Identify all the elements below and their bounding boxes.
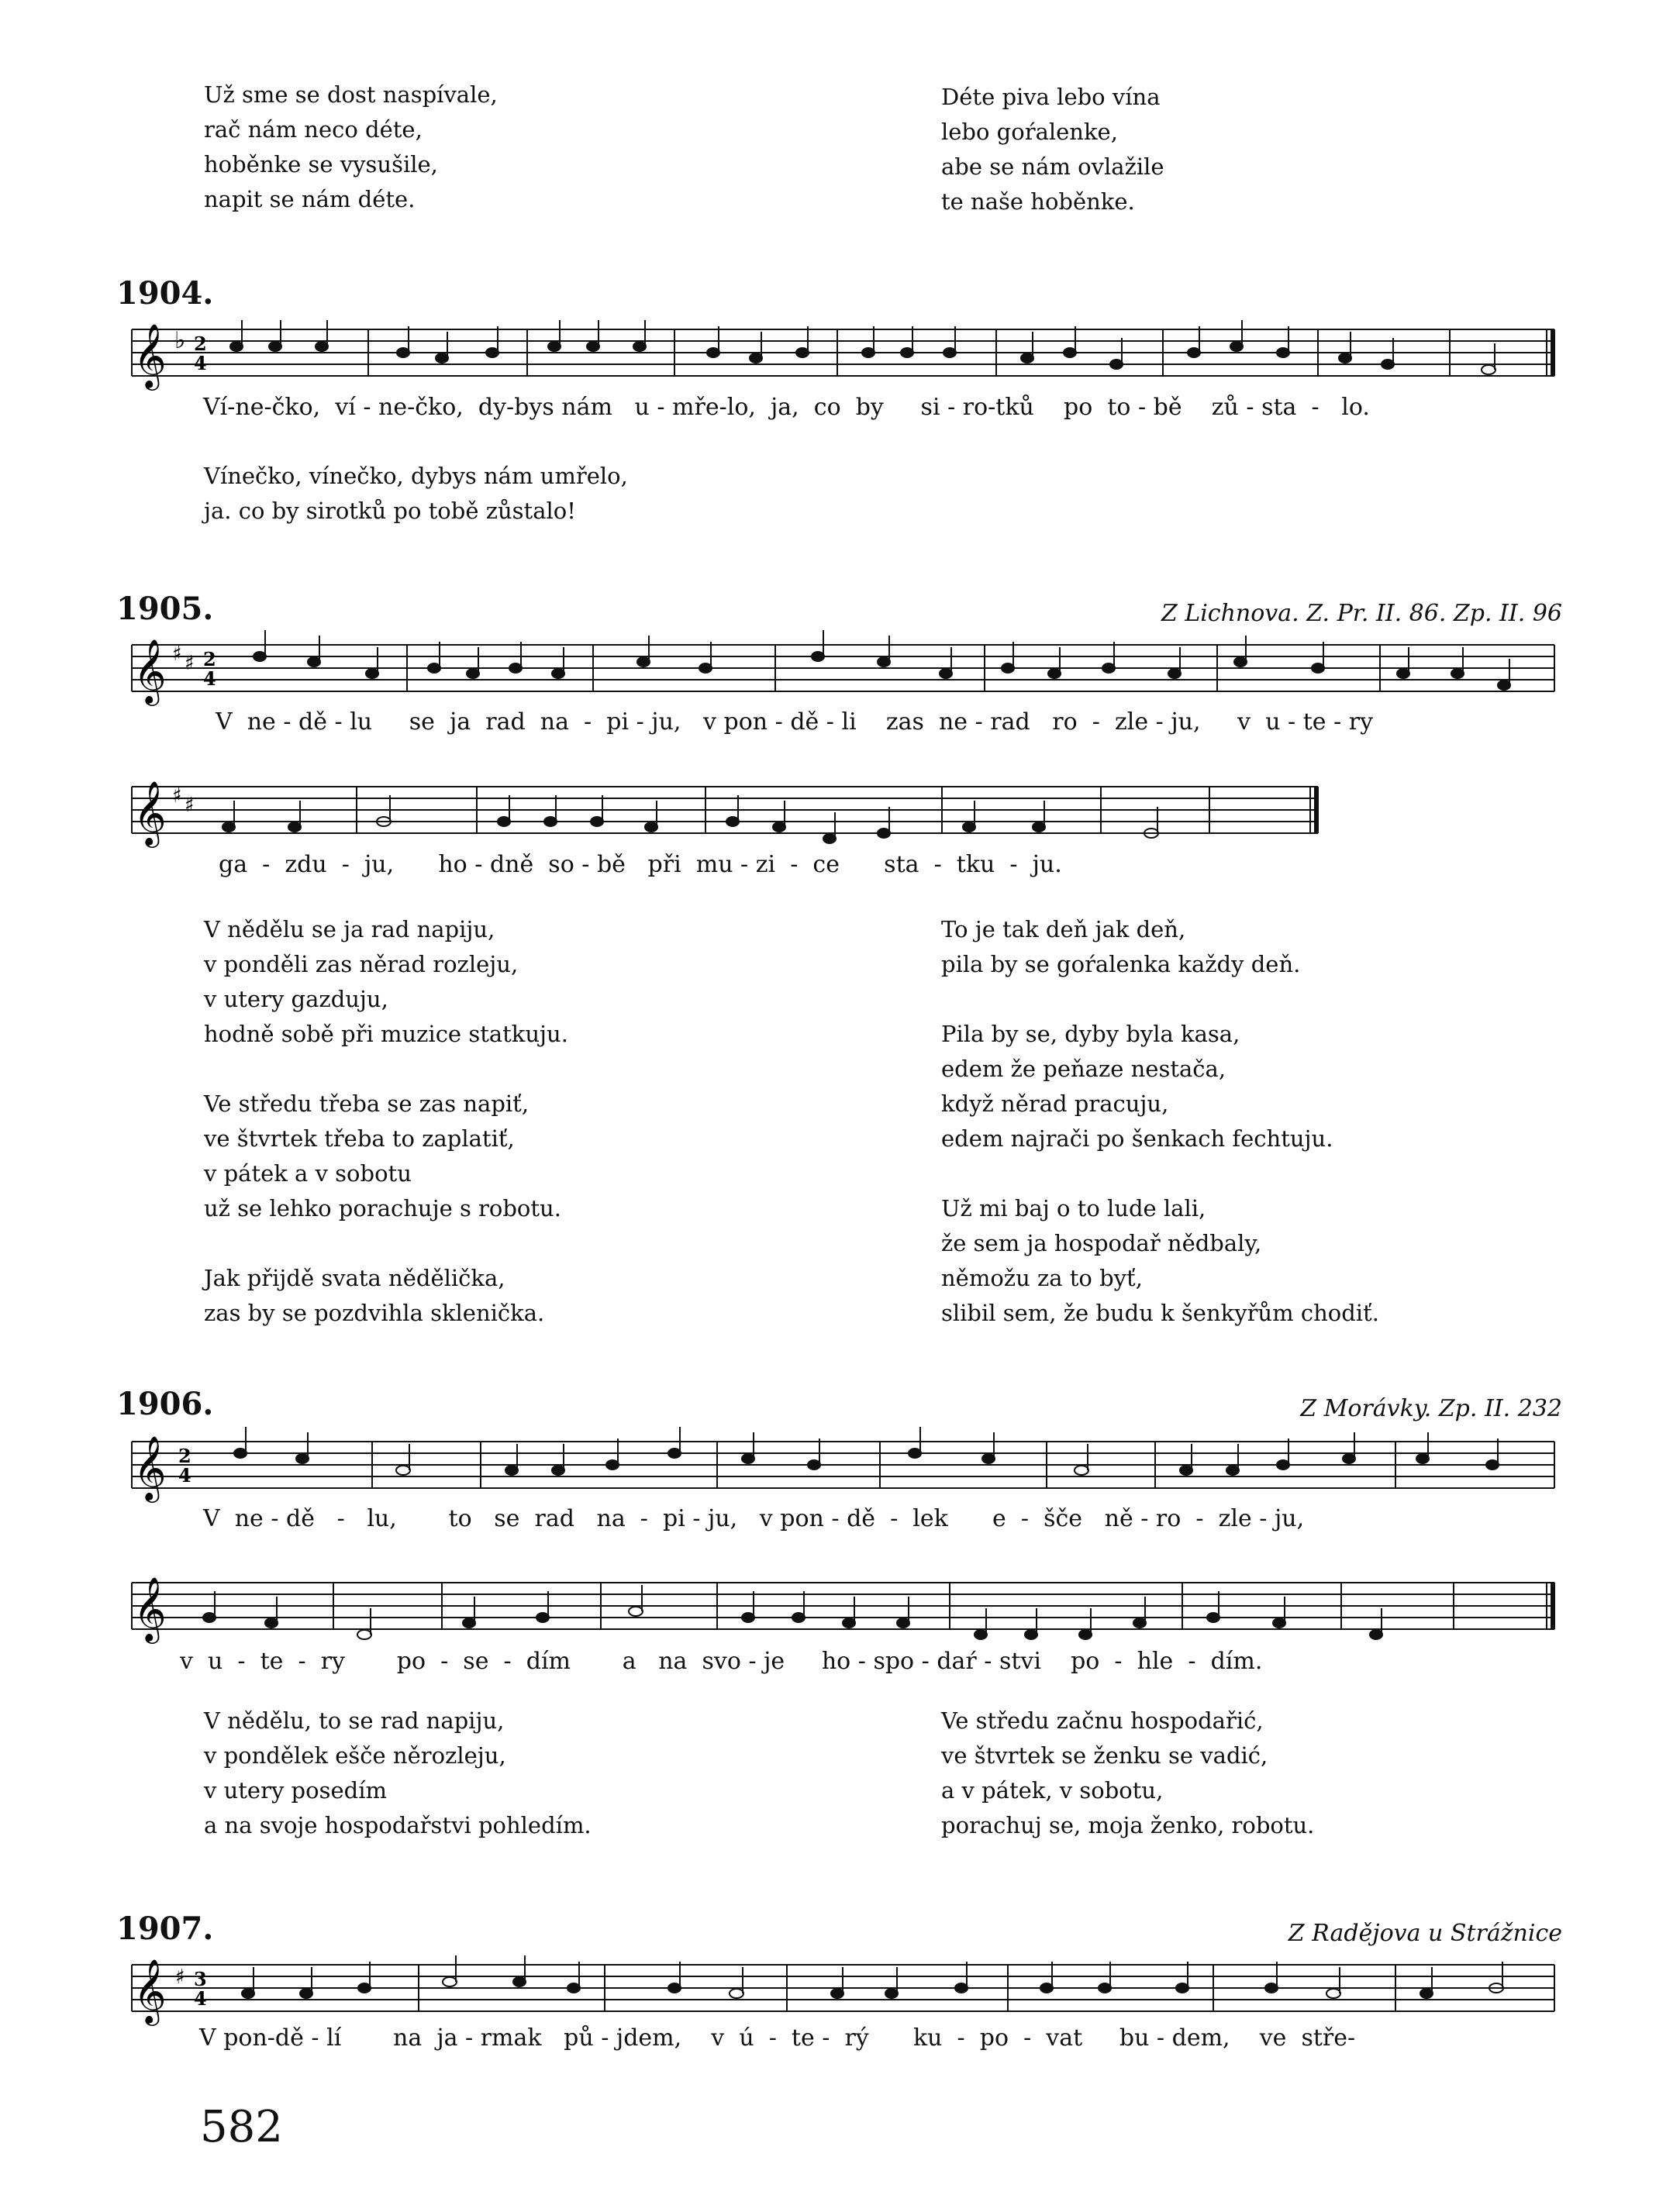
song-number: 1905. [116, 591, 214, 627]
svg-text:4: 4 [194, 1987, 207, 2010]
music-staff [116, 771, 1566, 856]
song-number: 1907. [116, 1911, 214, 1947]
music-staff [116, 629, 1566, 715]
svg-text:♭: ♭ [174, 327, 186, 354]
svg-text:2: 2 [178, 1445, 191, 1467]
song-source: Z Radějova u Strážnice [1288, 1920, 1562, 1947]
treble-clef-icon: 𝄞 [133, 1958, 167, 2023]
lyric-line: v u - te - ry po - se - dím a na svo - je ho - spo - daŕ - stvi po - hle - dím. [180, 1648, 1263, 1675]
treble-clef-icon: 𝄞 [133, 1435, 167, 1500]
music-staff [116, 1567, 1566, 1652]
svg-text:♯: ♯ [185, 652, 195, 675]
verse-right: Ve středu začnu hospodařić, ve štvrtek se ženku se vadić, a v pátek, v sobotu, porachuj se, moja ženko, robotu. [941, 1707, 1315, 1838]
page-number: 582 [200, 2102, 283, 2152]
intro-verse-left: Už sme se dost naspívale, rač nám neco déte, hoběnke se vysušile, napit se nám déte. [204, 81, 498, 212]
song-number: 1904. [116, 275, 214, 312]
svg-text:4: 4 [203, 667, 216, 690]
svg-text:♯: ♯ [172, 643, 182, 666]
treble-clef-icon: 𝄞 [133, 1576, 167, 1641]
lyric-line: Ví-ne-čko, ví - ne-čko, dy-bys nám u - mře-lo, ja, co by si - ro-tků po to - bě zů - sta - lo. [203, 394, 1370, 421]
lyric-line: V ne - dě - lu se ja rad na - pi - ju, v pon - dě - li zas ne - rad ro - zle - ju, v u - te - ry [216, 708, 1374, 736]
song-source: Z Lichnova. Z. Pr. II. 86. Zp. II. 96 [1161, 600, 1562, 627]
verse-left: Vínečko, vínečko, dybys nám umřelo, ja. co by sirotků po tobě zůstalo! [204, 463, 628, 524]
svg-text:4: 4 [194, 352, 207, 374]
music-staff [116, 1426, 1566, 1511]
svg-text:♯: ♯ [175, 1966, 185, 1989]
song-source: Z Morávky. Zp. II. 232 [1300, 1395, 1562, 1422]
intro-verse-right: Déte piva lebo vína lebo goŕalenke, abe se nám ovlažile te naše hoběnke. [941, 84, 1164, 215]
svg-text:♯: ♯ [172, 784, 182, 808]
music-staff [116, 1949, 1566, 2035]
music-staff [116, 314, 1566, 399]
lyric-line: V pon-dě - lí na ja - rmak pů - jdem, v ú - te - rý ku - po - vat bu - dem, ve stře- [199, 2024, 1356, 2052]
verse-right: To je tak deň jak deň, pila by se goŕalenka každy deň. Pila by se, dyby byla kasa, edem že peňaze nestača, když něrad pracuju, edem najrači po šenkach fechtuju. Už mi baj o to lude lali, že sem ja hospodař nědbaly, němožu za to byť, slibil sem, že budu k šenkyřům chodiť. [941, 916, 1379, 1326]
treble-clef-icon: 𝄞 [133, 780, 167, 845]
svg-text:2: 2 [203, 648, 216, 670]
svg-text:3: 3 [194, 1968, 207, 1990]
svg-text:2: 2 [194, 332, 207, 355]
song-number: 1906. [116, 1386, 214, 1422]
verse-left: V nědělu se ja rad napiju, v ponděli zas něrad rozleju, v utery gazduju, hodně sobě při muzice statkuju. Ve středu třeba se zas napiť, ve štvrtek třeba to zaplatiť, v pátek a v sobotu už se lehko porachuje s robotu. Jak přijdě svata nědělička, zas by se pozdvihla sklenička. [204, 916, 568, 1326]
treble-clef-icon: 𝄞 [133, 322, 167, 388]
treble-clef-icon: 𝄞 [133, 638, 167, 703]
svg-text:4: 4 [178, 1464, 191, 1487]
svg-text:♯: ♯ [185, 794, 195, 817]
lyric-line: ga - zdu - ju, ho - dně so - bě při mu - zi - ce sta - tku - ju. [219, 851, 1062, 878]
verse-left: V nědělu, to se rad napiju, v pondělek ešče něrozleju, v utery posedím a na svoje hospodařstvi pohledím. [204, 1707, 592, 1838]
lyric-line: V ne - dě - lu, to se rad na - pi - ju, v pon - dě - lek e - šče ně - ro - zle - ju, [203, 1505, 1305, 1532]
